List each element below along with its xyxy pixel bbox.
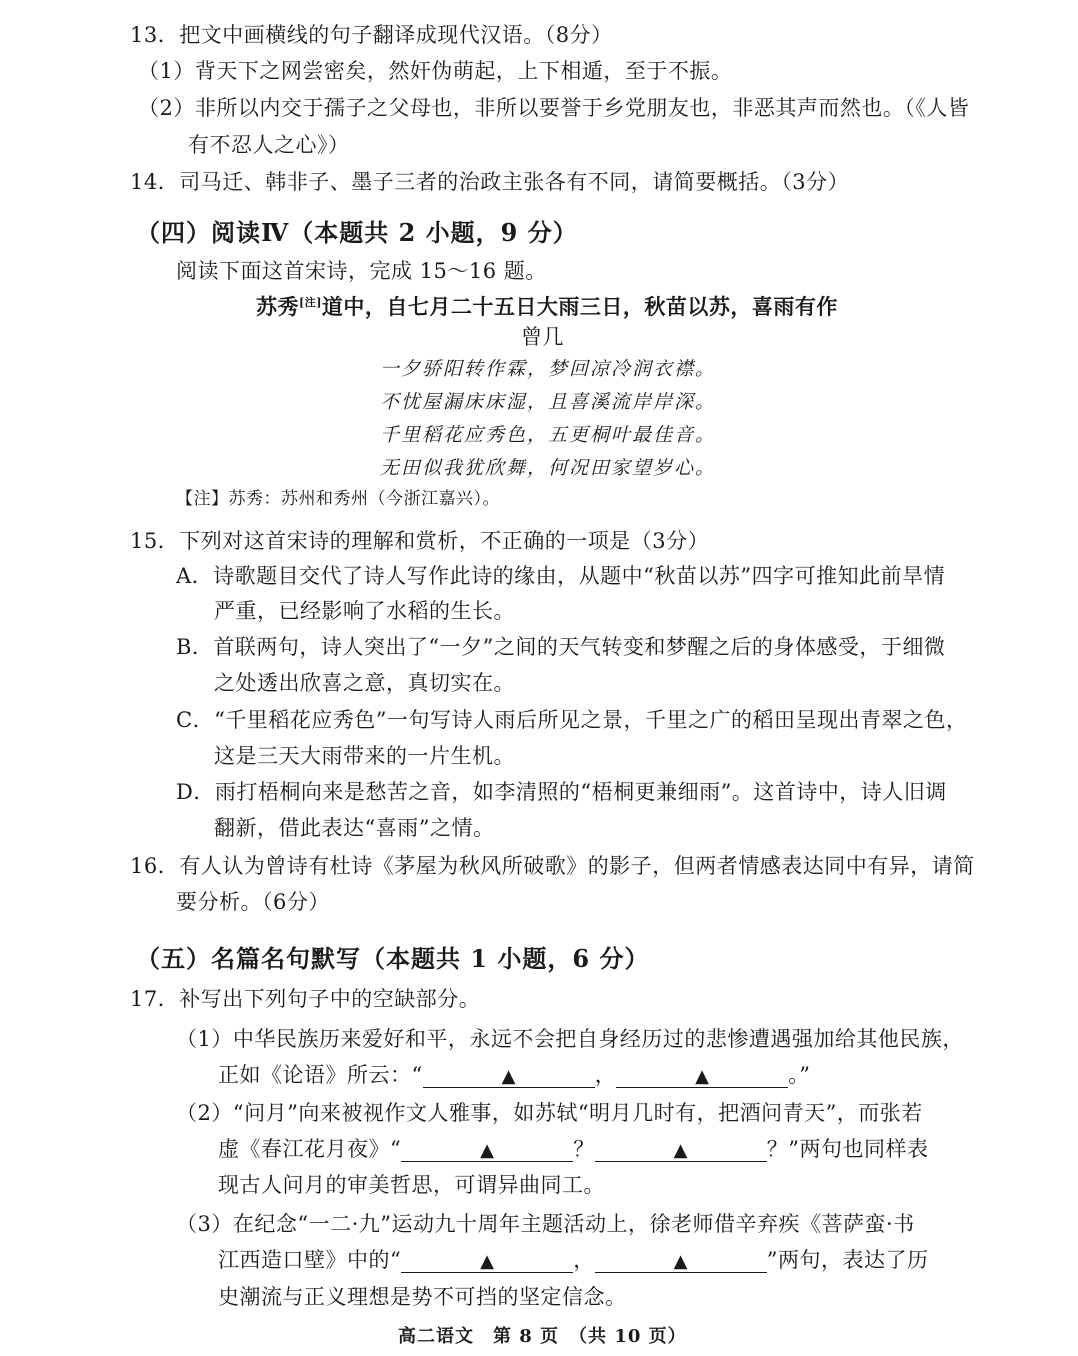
q16-text-cont: 要分析。（6分）	[176, 890, 330, 914]
q15-option-c: C．“千里稻花应秀色”一句写诗人雨后所见之景，千里之广的稻田呈现出青翠之色，	[176, 708, 968, 732]
q15-option-b: B．首联两句，诗人突出了“一夕”之间的天气转变和梦醒之后的身体感受，于细微	[176, 635, 946, 659]
blank-triangle-icon: ▲	[501, 1066, 516, 1087]
poem-line-1: 一夕骄阳转作霖，梦回凉冷润衣襟。	[380, 358, 717, 380]
blank-triangle-icon: ▲	[673, 1140, 688, 1161]
q17-sub3: （3）在纪念“一二·九”运动九十周年主题活动上，徐老师借辛弃疾《菩萨蛮·书	[176, 1212, 915, 1236]
q17-sub3-blank-2	[595, 1248, 767, 1273]
q17-sub2-blank-1	[401, 1137, 573, 1162]
poem-title-rest: 道中，自七月二十五日大雨三日，秋苗以苏，喜雨有作	[321, 294, 838, 319]
q13-item-1: （1）背天下之网尝密矣，然奸伪萌起，上下相遁，至于不振。	[138, 59, 733, 83]
poem-title-note-mark: [注]	[299, 296, 322, 309]
q17-sub3-end: ”两句，表达了历	[766, 1248, 929, 1272]
q17-sub1-end: 。”	[788, 1063, 811, 1087]
q16-text: 16．有人认为曾诗有杜诗《茅屋为秋风所破歌》的影子，但两者情感表达同中有异，请简	[130, 854, 975, 878]
q17-sub2-blanks	[218, 1134, 929, 1164]
section5-heading: （五）名篇名句默写（本题共 1 小题，6 分）	[136, 944, 650, 973]
q15-option-a-cont: 严重，已经影响了水稻的生长。	[214, 599, 515, 623]
poem-line-4: 无田似我犹欣舞，何况田家望岁心。	[380, 457, 717, 479]
q13-item-2-cont: 有不忍人之心》）	[188, 133, 350, 157]
q17-sub1-prefix: 正如《论语》所云：“	[218, 1063, 423, 1087]
blank-triangle-icon: ▲	[695, 1066, 710, 1087]
q17-stem: 17．补写出下列句子中的空缺部分。	[130, 987, 481, 1011]
q17-sub2-cont: 现古人问月的审美哲思，可谓异曲同工。	[218, 1173, 605, 1197]
section4-intro: 阅读下面这首宋诗，完成 15～16 题。	[176, 259, 547, 283]
q17-sub2-blank-2	[595, 1137, 767, 1162]
blank-triangle-icon: ▲	[480, 1251, 495, 1272]
section4-heading: （四）阅读Ⅳ（本题共 2 小题，9 分）	[136, 218, 578, 247]
q15-option-a: A．诗歌题目交代了诗人写作此诗的缘由，从题中“秋苗以苏”四字可推知此前旱情	[176, 564, 946, 588]
q13-item-2: （2）非所以内交于孺子之父母也，非所以要誉于乡党朋友也，非恶其声而然也。（《人皆	[138, 96, 970, 120]
q14-text: 14．司马迁、韩非子、墨子三者的治政主张各有不同，请简要概括。（3分）	[130, 170, 850, 194]
q17-sub3-blanks	[218, 1245, 929, 1275]
q17-sub1-blank-1	[423, 1063, 595, 1088]
page-footer: 高二语文 第 8 页 （共 10 页）	[398, 1326, 687, 1347]
q17-sub2-prefix: 虚《春江花月夜》“	[218, 1137, 402, 1161]
q17-sub3-blank-1	[401, 1248, 573, 1273]
q17-sub3-prefix: 江西造口壁》中的“	[218, 1248, 402, 1272]
q17-sub2-sep: ？	[573, 1137, 595, 1161]
q17-sub2: （2）“问月”向来被视作文人雅事，如苏轼“明月几时有，把酒问青天”，而张若	[176, 1101, 923, 1125]
q17-sub1: （1）中华民族历来爱好和平，永远不会把自身经历过的悲惨遭遇强加给其他民族，	[176, 1027, 964, 1051]
q15-option-c-cont: 这是三天大雨带来的一片生机。	[214, 744, 515, 768]
q15-option-b-cont: 之处透出欣喜之意，真切实在。	[214, 671, 515, 695]
q17-sub1-sep: ，	[594, 1063, 617, 1087]
q17-sub1-blanks	[218, 1060, 811, 1090]
poem-author: 曾几	[521, 325, 564, 349]
q15-option-d-cont: 翻新，借此表达“喜雨”之情。	[214, 816, 495, 840]
q17-sub3-sep: ，	[573, 1248, 595, 1272]
poem-line-3: 千里稻花应秀色，五更桐叶最佳音。	[380, 424, 717, 446]
q17-sub2-end: ？”两句也同样表	[766, 1137, 929, 1161]
poem-title-prefix: 苏秀	[256, 294, 299, 319]
q17-sub1-blank-2	[616, 1063, 788, 1088]
poem-line-2: 不忧屋漏床床湿，且喜溪流岸岸深。	[380, 391, 717, 413]
blank-triangle-icon: ▲	[673, 1251, 688, 1272]
poem-title	[256, 288, 838, 322]
poem-annotation: 【注】苏秀：苏州和秀州（今浙江嘉兴）。	[176, 489, 500, 509]
q17-sub3-cont: 史潮流与正义理想是势不可挡的坚定信念。	[218, 1285, 627, 1309]
q13-title: 13．把文中画横线的句子翻译成现代汉语。（8分）	[130, 23, 613, 47]
blank-triangle-icon: ▲	[480, 1140, 495, 1161]
q15-option-d: D．雨打梧桐向来是愁苦之音，如李清照的“梧桐更兼细雨”。这首诗中，诗人旧调	[176, 780, 947, 804]
q15-stem: 15．下列对这首宋诗的理解和赏析，不正确的一项是（3分）	[130, 529, 710, 553]
